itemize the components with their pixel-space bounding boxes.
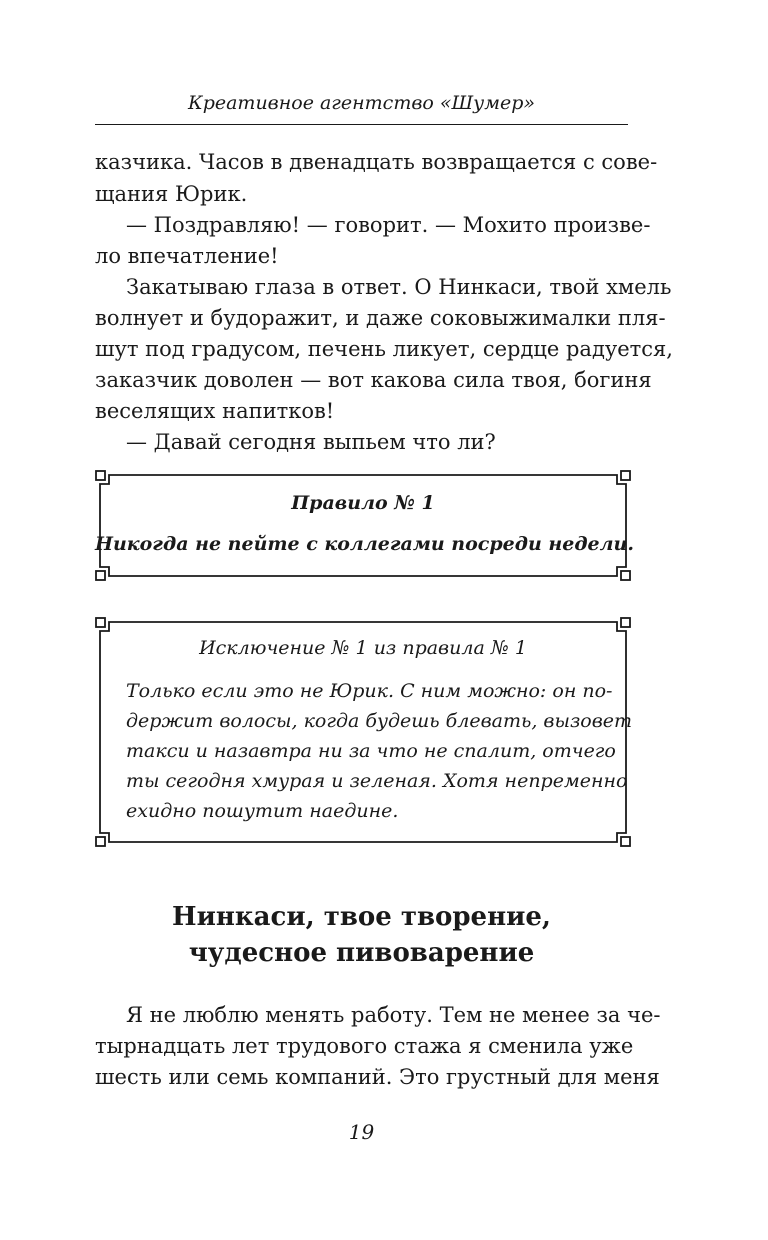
page-number: 19 bbox=[348, 1120, 375, 1144]
rule-text: Никогда не пейте с коллегами посреди недели. bbox=[95, 533, 634, 555]
section-title: чудесное пивоварение bbox=[188, 938, 535, 968]
body-line: шесть или семь компаний. Это грустный для меня bbox=[95, 1065, 660, 1089]
rule-title: Правило № 1 bbox=[291, 492, 435, 514]
exception-title: Исключение № 1 из правила № 1 bbox=[199, 637, 527, 659]
body-line: шут под градусом, печень ликует, сердце радуется, bbox=[95, 337, 673, 361]
exception-line: ты сегодня хмурая и зеленая. Хотя непременно bbox=[126, 770, 628, 792]
exception-line: держит волосы, когда будешь блевать, вызовет bbox=[126, 710, 633, 732]
body-line: щания Юрик. bbox=[95, 182, 248, 206]
body-line: Закатываю глаза в ответ. О Нинкаси, твой хмель bbox=[126, 275, 672, 299]
body-line: волнует и будоражит, и даже соковыжималки пля- bbox=[95, 306, 666, 330]
body-line: — Давай сегодня выпьем что ли? bbox=[126, 430, 496, 454]
rule-box bbox=[95, 470, 634, 581]
body-line: тырнадцать лет трудового стажа я сменила уже bbox=[95, 1034, 634, 1058]
section-title: Нинкаси, твое творение, bbox=[172, 902, 551, 932]
exception-line: ехидно пошутит наедине. bbox=[126, 800, 399, 822]
body-line: веселящих напитков! bbox=[95, 399, 335, 423]
exception-line: такси и назавтра ни за что не спалит, отчего bbox=[126, 740, 616, 762]
body-line: казчика. Часов в двенадцать возвращается с сове- bbox=[95, 150, 658, 174]
running-head: Креативное агентство «Шумер» bbox=[187, 92, 535, 114]
exception-line: Только если это не Юрик. С ним можно: он по- bbox=[126, 680, 613, 702]
body-line: ло впечатление! bbox=[95, 244, 279, 268]
exception-box bbox=[95, 617, 631, 847]
body-line: заказчик доволен — вот какова сила твоя, богиня bbox=[95, 368, 652, 392]
header-rule bbox=[95, 124, 628, 125]
body-line: — Поздравляю! — говорит. — Мохито произве- bbox=[126, 213, 651, 237]
body-line: Я не люблю менять работу. Тем не менее за че- bbox=[126, 1003, 661, 1027]
ornamental-frame bbox=[95, 470, 634, 581]
